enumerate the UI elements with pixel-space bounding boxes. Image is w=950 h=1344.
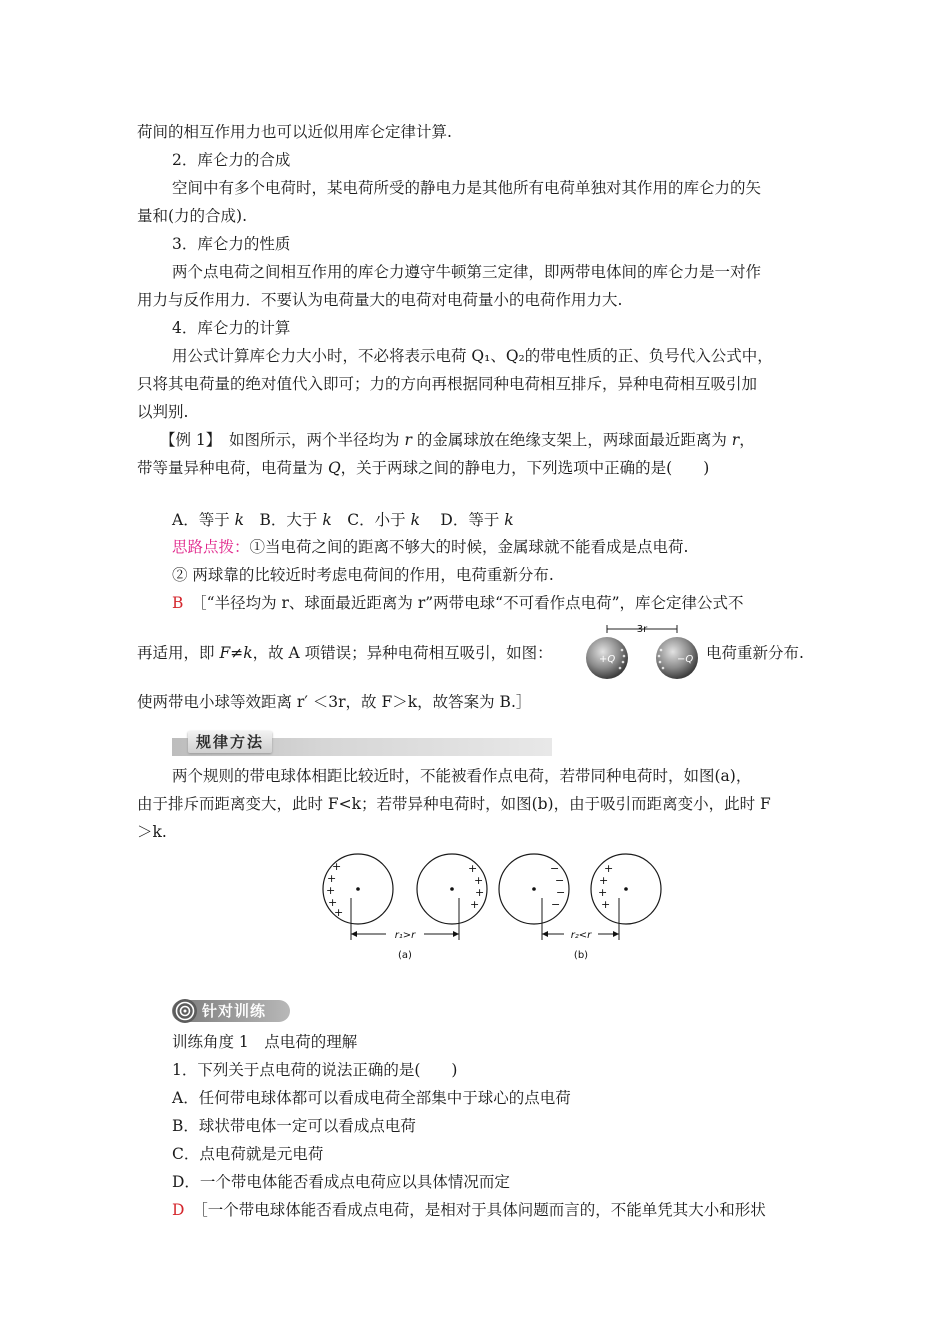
plus-sign: + — [598, 886, 608, 899]
question-1-option-b: B．球状带电体一定可以看成点电荷 — [172, 1117, 416, 1135]
minus-sign: − — [550, 862, 560, 875]
arrow-head — [453, 931, 459, 937]
answer-1-line-3: 使两带电小球等效距离 r′ ＜3r，故 F＞k，故答案为 B.］ — [137, 693, 532, 711]
center-dot — [450, 887, 454, 891]
plus-sign: + — [328, 896, 338, 909]
plus-sign: + — [475, 886, 485, 899]
center-dot — [356, 887, 360, 891]
heading-coulomb-property: 3．库仑力的性质 — [172, 235, 291, 253]
training-angle: 训练角度 1 点电荷的理解 — [172, 1033, 358, 1051]
hint-line-1: 思路点拨：①当电荷之间的距离不够大的时候，金属球就不能看成是点电荷. — [172, 538, 689, 556]
paragraph-calculation-1: 用公式计算库仑力大小时，不必将表示电荷 Q₁、Q₂的带电性质的正、负号代入公式中， — [172, 347, 773, 365]
figure-label-b: (b) — [573, 950, 589, 961]
plus-sign: + — [334, 906, 344, 919]
two-spheres-figure — [585, 620, 700, 682]
option-a: A．等于 — [172, 511, 235, 529]
plus-sign: + — [332, 860, 342, 873]
answer-1-letter: B — [172, 594, 184, 612]
answer-1-line-1: B ［“半径均为 r、球面最近距离为 r”两带电球“不可看作点电荷”，库仑定律公式不 — [172, 594, 744, 612]
option-d: D．等于 — [419, 511, 505, 529]
plus-sign: + — [599, 874, 609, 887]
hint-label: 思路点拨： — [172, 538, 250, 556]
paragraph-composition-1: 空间中有多个电荷时，某电荷所受的静电力是其他所有电荷单独对其作用的库仑力的矢 — [172, 179, 762, 197]
answer-2: D ［一个带电球体能否看成点电荷，是相对于具体问题而言的，不能单凭其大小和形状 — [172, 1201, 766, 1219]
minus-sign: − — [556, 886, 566, 899]
arrow-head — [351, 931, 357, 937]
minus-sign: − — [555, 874, 565, 887]
question-1: 1．下列关于点电荷的说法正确的是( ) — [172, 1061, 458, 1079]
figure-label-a: (a) — [398, 950, 412, 961]
example-1-tag: 【例 1】 — [160, 431, 214, 449]
option-c: C．小于 — [331, 511, 411, 529]
center-dot — [624, 887, 628, 891]
center-dot — [532, 887, 536, 891]
training-section-label: 针对训练 — [202, 1002, 267, 1020]
plus-sign: + — [474, 874, 484, 887]
paragraph-continuation: 荷间的相互作用力也可以近似用库仑定律计算. — [137, 123, 452, 141]
example-1-line-2: 带等量异种电荷，电荷量为 Q，关于两球之间的静电力，下列选项中正确的是( ) — [137, 459, 710, 477]
question-1-option-d: D．一个带电体能否看成点电荷应以具体情况而定 — [172, 1173, 510, 1191]
answer-1-line-2-tail: 电荷重新分布. — [706, 644, 804, 662]
method-paragraph-3: ＞k. — [137, 823, 167, 841]
arrow-head — [613, 931, 619, 937]
minus-sign: − — [551, 898, 561, 911]
distance-label: 3r — [636, 624, 648, 635]
charge-distribution-figure — [318, 848, 668, 964]
plus-sign: + — [326, 884, 336, 897]
plus-sign: + — [468, 862, 478, 875]
distance-label-b: r₂<r — [570, 930, 592, 941]
plus-sign: + — [470, 898, 480, 911]
target-icon — [172, 998, 198, 1024]
paragraph-calculation-3: 以判别. — [137, 403, 189, 421]
arrow-head — [542, 931, 548, 937]
answer-1-line-2: 再适用，即 F≠k，故 A 项错误；异种电荷相互吸引，如图： — [137, 644, 553, 662]
example-1-line-1: 【例 1】 如图所示，两个半径均为 r 的金属球放在绝缘支架上，两球面最近距离为 r， — [160, 431, 755, 449]
question-1-option-c: C．点电荷就是元电荷 — [172, 1145, 324, 1163]
option-b: B．大于 — [244, 511, 323, 529]
example-1-options: A．等于 k B．大于 k C．小于 k D．等于 k — [172, 511, 514, 529]
paragraph-calculation-2: 只将其电荷量的绝对值代入即可；力的方向再根据同种电荷相互排斥，异种电荷相互吸引加 — [137, 375, 758, 393]
sphere-positive-label: +Q — [599, 654, 616, 665]
question-1-option-a: A．任何带电球体都可以看成电荷全部集中于球心的点电荷 — [172, 1089, 571, 1107]
plus-sign: + — [604, 862, 614, 875]
hint-line-2: ② 两球靠的比较近时考虑电荷间的作用，电荷重新分布. — [172, 566, 554, 584]
heading-coulomb-calculation: 4．库仑力的计算 — [172, 319, 291, 337]
plus-sign: + — [327, 872, 337, 885]
method-section-label: 规律方法 — [188, 731, 272, 753]
paragraph-composition-2: 量和(力的合成). — [137, 207, 248, 225]
method-paragraph-1: 两个规则的带电球体相距比较近时，不能被看作点电荷，若带同种电荷时，如图(a)， — [172, 767, 752, 785]
sphere-negative-label: −Q — [677, 654, 694, 665]
paragraph-property-1: 两个点电荷之间相互作用的库仑力遵守牛顿第三定律，即两带电体间的库仑力是一对作 — [172, 263, 762, 281]
method-paragraph-2: 由于排斥而距离变大，此时 F<k；若带异种电荷时，如图(b)，由于吸引而距离变小，此时 F — [137, 795, 771, 813]
heading-coulomb-composition: 2．库仑力的合成 — [172, 151, 291, 169]
paragraph-property-2: 用力与反作用力．不要认为电荷量大的电荷对电荷量小的电荷作用力大. — [137, 291, 623, 309]
plus-sign: + — [601, 898, 611, 911]
answer-2-letter: D — [172, 1201, 185, 1219]
distance-label-a: r₁>r — [394, 930, 416, 941]
